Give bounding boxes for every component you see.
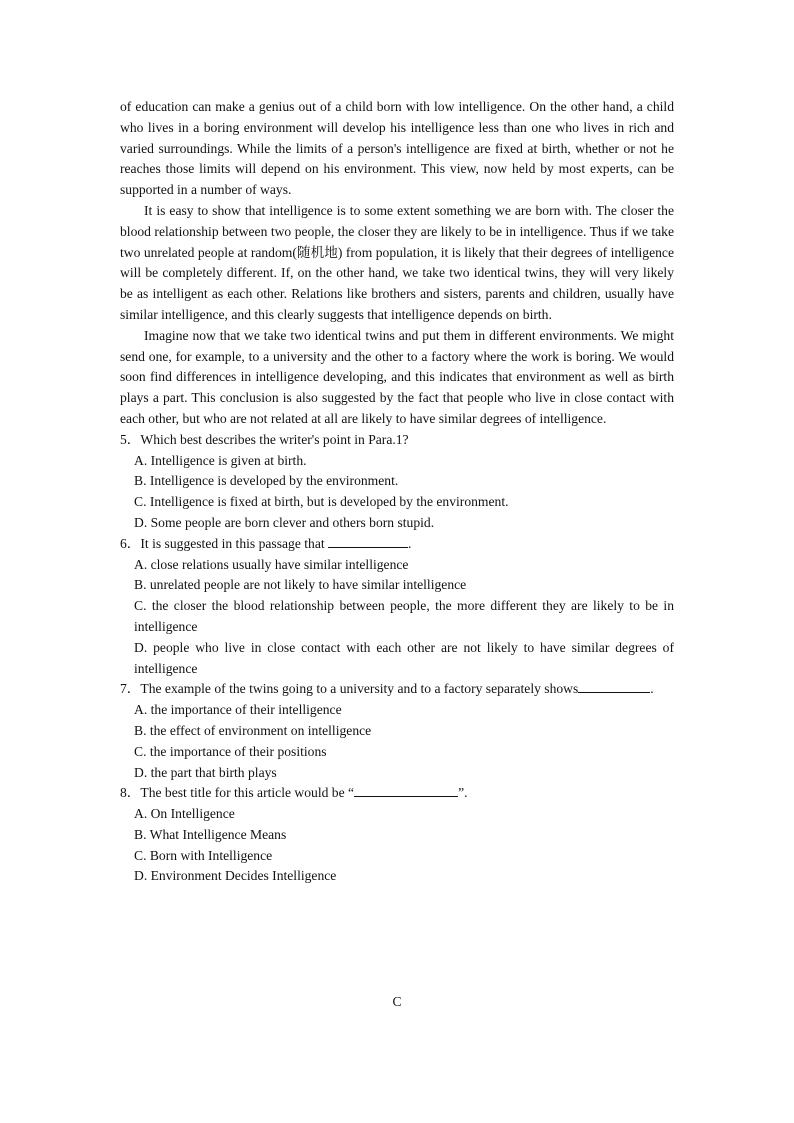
answer-blank [578,679,650,693]
question-8-option-d: D. Environment Decides Intelligence [134,868,337,884]
question-6-stem-end: . [408,535,412,551]
question-6 [120,534,674,680]
question-7-option-b: B. the effect of environment on intelligence [134,722,372,738]
question-7-option-d: D. the part that birth plays [134,764,277,780]
section-label: C [392,994,402,1009]
question-8-stem-end: ”. [458,785,468,801]
question-8-option-a: A. On Intelligence [134,806,235,822]
answer-blank [354,783,458,797]
question-7 [120,679,674,783]
question-5-option-d: D. Some people are born clever and others born stupid. [134,514,435,530]
question-8 [120,783,674,887]
question-5-option-c: C. Intelligence is fixed at birth, but is developed by the environment. [134,494,509,510]
question-5-stem: 5．Which best describes the writer's point in Para.1? [120,431,409,447]
question-8-option-c: C. Born with Intelligence [134,847,273,863]
passage-paragraph-2: It is easy to show that intelligence is to some extent something we are born with. The closer the blood relationship between two people, the closer they are likely to be in intelligence. Thus if we take two unrelated people at random(随机地) from population, it is likely that their degrees of intelligence will be completely different. If, on the other hand, we take two identical twins, they will very likely be as intelligent as each other. Relations like brothers and sisters, parents and children, usually have similar intelligence, and this clearly suggests that intelligence depends on birth. [120,202,674,322]
question-8-stem-text: 8．The best title for this article would be “ [120,785,355,801]
question-5-option-a: A. Intelligence is given at birth. [134,452,307,468]
question-7-stem [120,679,674,700]
question-7-option-c: C. the importance of their positions [134,743,327,759]
question-5-option-b: B. Intelligence is developed by the environment. [134,473,399,489]
question-6-stem [120,534,674,555]
question-7-stem-text: 7．The example of the twins going to a university and to a factory separately shows [120,681,579,697]
question-8-option-b: B. What Intelligence Means [134,826,287,842]
question-6-option-b: B. unrelated people are not likely to have similar intelligence [134,577,467,593]
question-7-stem-end: . [650,681,654,697]
question-5 [120,430,674,534]
question-7-option-a: A. the importance of their intelligence [134,702,342,718]
question-6-option-d: D. people who live in close contact with each other are not likely to have similar degrees of intelligence [134,639,674,676]
passage [120,97,674,430]
question-6-option-a: A. close relations usually have similar intelligence [134,556,409,572]
document-body [120,97,674,887]
question-8-stem [120,783,674,804]
answer-blank [328,534,408,548]
passage-paragraph-1: of education can make a genius out of a child born with low intelligence. On the other hand, a child who lives in a boring environment will develop his intelligence less than one who lives in rich and varied surroundings. While the limits of a person's intelligence are fixed at birth, whether or not he reaches those limits will depend on his environment. This view, now held by most experts, can be supported in a number of ways. [120,99,674,198]
question-6-stem-text: 6．It is suggested in this passage that [120,535,325,551]
passage-paragraph-3: Imagine now that we take two identical twins and put them in different environments. We might send one, for example, to a university and the other to a factory where the work is boring. We would soon find differences in intelligence developing, and this indicates that environment as well as birth plays a part. This conclusion is also suggested by the fact that people who live in close contact with each other, but who are not related at all are likely to have similar degrees of intelligence. [120,327,674,426]
question-6-option-c: C. the closer the blood relationship between people, the more different they are likely to be in intelligence [134,598,674,634]
